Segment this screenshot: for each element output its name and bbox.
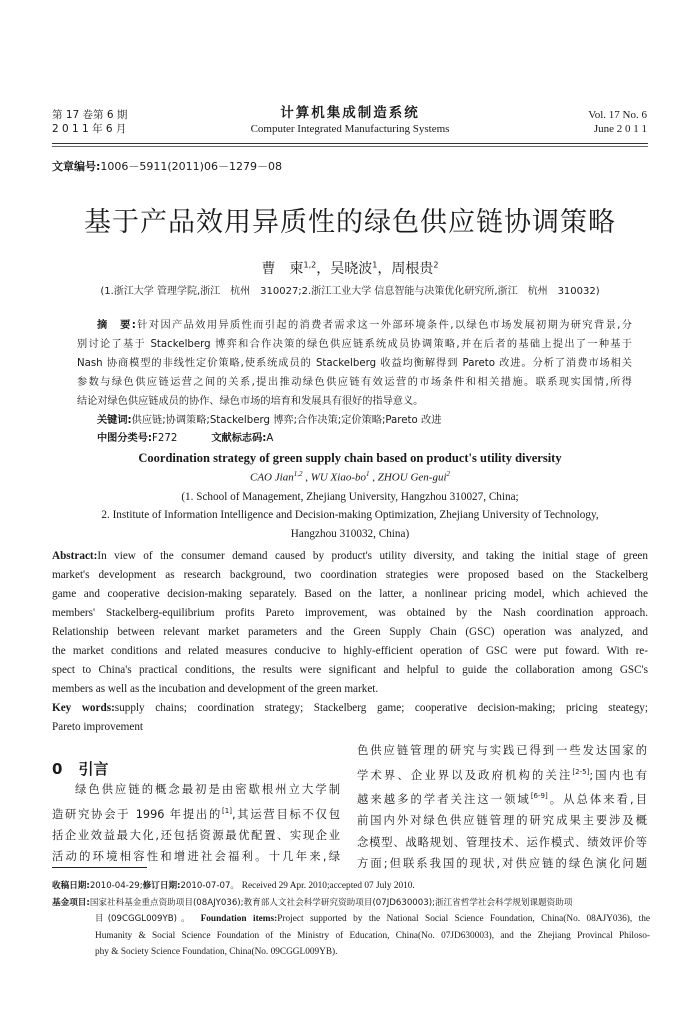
article-number-value: 1006－5911(2011)06－1279－08	[100, 160, 282, 173]
abstract-en-line: members' Stackelberg-equilibrium profits Pareto improvement, was obtained by the Nash coordination approach.	[52, 607, 648, 619]
author-1: 曹 柬	[261, 261, 304, 277]
clc-label: 中图分类号:	[97, 433, 153, 444]
body-line: 色供应链管理的研究与实践已得到一些发达国家的	[357, 744, 647, 757]
abstract-en-line: market's development as research background, two coordination strategies were proposed based on the Stackelberg	[52, 569, 648, 581]
revised-date: 2010-07-07。	[180, 881, 240, 891]
issue-info-cn	[52, 108, 127, 136]
abstract-cn-line: 参数与绿色供应链运营之间的关系,提出推动绿色供应链有效运营的市场条件和相关措施。联系现实国情,所得	[77, 377, 632, 388]
fund-items-label: Foundation items:	[200, 914, 278, 924]
keywords-cn	[97, 411, 441, 426]
paper-title-cn: 基于产品效用异质性的绿色供应链协调策略	[84, 207, 616, 238]
body-text: 越来越多的学者关注这一领域	[357, 792, 531, 806]
fund-text: 目(09CGGL009YB)。	[95, 914, 194, 924]
body-column-right	[357, 740, 647, 875]
volume-cn: 第 17 卷第 6 期	[52, 109, 128, 121]
abstract-cn-line	[77, 316, 632, 335]
journal-name-cn: 计算机集成制造系统	[280, 105, 420, 121]
abstract-en-label: Abstract:	[52, 550, 98, 562]
section-heading	[52, 758, 108, 779]
body-text: 。从总体来看,目	[547, 792, 647, 806]
article-number-label: 文章编号:	[52, 160, 101, 173]
fund-line: Humanity & Social Science Foundation of the Ministry of Education, China(No. 07JD630003), and the Zhejiang Provincal Philoso-	[95, 930, 650, 941]
fund-line: phy & Society Science Foundation, China(No. 09CGGL009YB).	[95, 947, 338, 957]
author-2: ，吴晓波	[316, 261, 373, 277]
received-date: 2010-04-29;	[89, 881, 143, 891]
author-3-en: , ZHOU Gen-gui	[369, 471, 447, 484]
abstract-cn-label: 摘 要:	[97, 320, 136, 331]
article-number	[52, 158, 282, 174]
journal-name-en: Computer Integrated Manufacturing Systems	[250, 123, 450, 135]
keywords-cn-value: 供应链;协调策略;Stackelberg 博弈;合作决策;定价策略;Pareto 改进	[131, 415, 442, 426]
affiliation-cn: (1.浙江大学 管理学院,浙江 杭州 310027;2.浙江工业大学 信息智能与决策优化研究所,浙江 杭州 310032)	[100, 286, 600, 297]
abstract-en	[52, 547, 648, 737]
affiliation-en-2: 2. Institute of Information Intelligence and Decision-making Optimization, Zhejiang University of Technology,	[101, 509, 599, 521]
body-line: 方面;但联系我国的现状,对供应链的绿色演化问题	[357, 857, 647, 871]
body-text: 学术界、企业界以及政府机构的关注	[357, 768, 573, 782]
doc-code-label: 文献标志码:	[211, 433, 267, 444]
body-line	[52, 801, 340, 825]
footnote-dates	[52, 878, 652, 895]
received-en: Received 29 Apr. 2010;accepted 07 July 2010.	[241, 881, 415, 891]
authors-cn	[40, 258, 660, 278]
body-line: 括企业效益最大化,还包括资源最优配置、实现企业	[52, 828, 340, 842]
fund-items-text: Project supported by the National Social Science Foundation, China(No. 08AJY036), the	[277, 914, 650, 924]
abstract-en-text: In view of the consumer demand caused by product's utility diversity, and taking the initial stage of green	[97, 550, 648, 562]
author-1-affil: 1,2	[303, 260, 317, 270]
section-title: 引言	[78, 760, 109, 778]
volume-en: Vol. 17 No. 6	[588, 109, 647, 121]
abstract-cn	[77, 316, 632, 411]
affiliation-en-1: (1. School of Management, Zhejiang University, Hangzhou 310027, China;	[181, 491, 519, 503]
body-text: ;国内也有	[589, 768, 647, 782]
keywords-cn-label: 关键词:	[97, 415, 132, 426]
citation: [1]	[222, 806, 232, 815]
abstract-en-line: game and cooperative decision-making separately. Based on the latter, a nonlinear pricing model, which achieved the	[52, 588, 648, 600]
footnote-rule	[52, 867, 147, 868]
abstract-en-line: spect to China's practical conditions, the results were significant and helpful to guide the collaboration among GSC's	[52, 664, 648, 676]
citation: [2-5]	[572, 767, 590, 776]
author-2-en-affil: 1	[366, 470, 370, 478]
body-line	[357, 786, 647, 810]
body-line	[357, 762, 647, 786]
affiliation-en-3: Hangzhou 310032, China)	[290, 528, 410, 540]
date-cn: 2 0 1 1 年 6 月	[52, 123, 127, 135]
clc-value: F272	[152, 433, 178, 444]
keywords-en-label: Key words:	[52, 702, 115, 714]
fund-text: 国家社科基金重点资助项目(08AJY036);教育部人文社会科学研究资助项目(07JD630003);浙江省哲学社会科学规划课题资助项	[89, 898, 573, 908]
header-rule	[52, 143, 648, 144]
revised-label: 修订日期:	[142, 881, 181, 891]
footnote-fund-cont	[95, 911, 650, 961]
abstract-cn-text: 针对因产品效用异质性而引起的消费者需求这一外部环境条件,以绿色市场发展初期为研究背景,分	[135, 320, 632, 331]
abstract-cn-line: 别讨论了基于 Stackelberg 博弈和合作决策的绿色供应链系统成员协调策略,并在后者的基础上提出了一种基于	[77, 339, 632, 350]
header-rule-thin	[52, 146, 648, 147]
author-3-en-affil: 2	[446, 470, 450, 478]
abstract-en-line: Relationship between relevant market parameters and the Green Supply Chain (GSC) operation was analyzed, and	[52, 626, 648, 638]
abstract-en-line	[52, 547, 648, 566]
fund-line	[95, 911, 650, 928]
citation: [6-9]	[530, 791, 548, 800]
body-line: 活动的环境相容性和增进社会福利。十几年来,绿	[52, 850, 340, 864]
body-text: ,其运营目标不仅包	[231, 807, 341, 821]
author-2-en: , WU Xiao-bo	[302, 471, 366, 484]
abstract-cn-line: 结论对绿色供应链成员的协作、绿色市场的培育和发展具有很好的指导意义。	[77, 396, 424, 407]
body-line: 念模型、战略规划、管理技术、运作模式、绩效评价等	[357, 835, 647, 849]
abstract-cn-line: Nash 协商模型的非线性定价策略,使系统成员的 Stackelberg 收益均衡解得到 Pareto 改进。分析了消费市场相关	[77, 358, 632, 369]
abstract-en-line: the market conditions and related measures conducive to highly-efficient operation of GSC were put foward. With re-	[52, 645, 648, 657]
classification	[97, 429, 273, 444]
footnote-fund	[52, 895, 652, 912]
paper-title-en: Coordination strategy of green supply chain based on product's utility diversity	[138, 451, 562, 465]
issue-info-en	[588, 108, 647, 136]
author-3: ，周根贵	[377, 261, 434, 277]
author-2-affil: 1	[372, 260, 378, 270]
body-line: 前国内外对绿色供应链管理的研究成果主要涉及概	[357, 814, 647, 828]
date-en: June 2 0 1 1	[593, 123, 647, 135]
author-1-en-affil: 1,2	[293, 470, 303, 478]
doc-code-value: A	[266, 433, 274, 444]
body-text: 造研究协会于 1996 年提出的	[52, 807, 223, 821]
keywords-en-cont: Pareto improvement	[52, 721, 144, 733]
abstract-en-line: members as well as the incubation and development of the green market.	[52, 683, 379, 695]
section-number: 0	[52, 760, 63, 778]
body-line: 绿色供应链的概念最初是由密歇根州立大学制	[75, 783, 340, 796]
body-column-left	[52, 779, 340, 868]
author-1-en: CAO Jian	[250, 471, 294, 484]
authors-en	[40, 470, 660, 484]
keywords-en	[52, 699, 648, 718]
journal-name	[180, 104, 520, 136]
fund-label: 基金项目:	[52, 898, 90, 908]
author-3-affil: 2	[433, 260, 439, 270]
keywords-en-value: supply chains; coordination strategy; Stackelberg game; cooperative decision-making; pricing steategy;	[114, 702, 648, 714]
received-label: 收稿日期:	[52, 881, 90, 891]
